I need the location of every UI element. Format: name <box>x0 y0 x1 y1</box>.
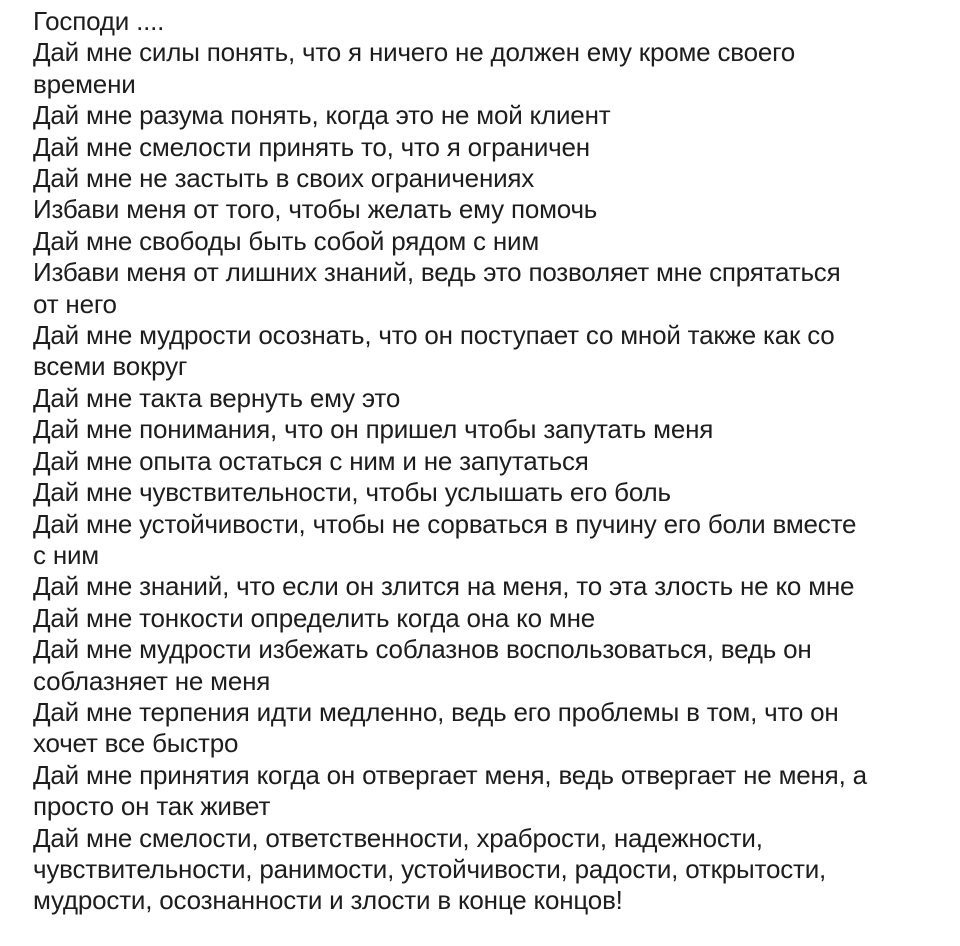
post-line: чувствительности, ранимости, устойчивости, радости, открытости, <box>33 853 827 884</box>
post-line: соблазняет не меня <box>33 665 271 696</box>
post-line: Дай мне мудрости осознать, что он поступает со мной также как со <box>33 320 835 351</box>
post-line: Дай мне чувствительности, чтобы услышать его боль <box>33 477 671 508</box>
post-line: Дай мне терпения идти медленно, ведь его проблемы в том, что он <box>33 696 839 727</box>
post-line: всеми вокруг <box>33 351 188 382</box>
post-line: Дай мне мудрости избежать соблазнов воспользоваться, ведь он <box>33 634 812 665</box>
post-line: Дай мне знаний, что если он злится на меня, то эта злость не ко мне <box>33 571 855 602</box>
post-line: Дай мне разума понять, когда это не мой клиент <box>33 100 611 131</box>
post-line: Дай мне понимания, что он пришел чтобы запутать меня <box>33 414 714 445</box>
post-line: Избави меня от лишних знаний, ведь это позволяет мне спрятаться <box>33 257 841 288</box>
post-line: с ним <box>33 539 99 570</box>
post-line: Дай мне принятия когда он отвергает меня, ведь отвергает не меня, а <box>33 759 867 790</box>
post-line: Дай мне опыта остаться с ним и не запутаться <box>33 445 589 476</box>
post-line: Дай мне не застыть в своих ограничениях <box>33 163 535 194</box>
post-line: Дай мне смелости принять то, что я ограничен <box>33 131 590 162</box>
post-text <box>33 6 938 917</box>
post-line: Дай мне свободы быть собой рядом с ним <box>33 225 540 256</box>
post-line: Дай мне тонкости определить когда она ко мне <box>33 602 596 633</box>
post-line: Дай мне такта вернуть ему это <box>33 382 401 413</box>
post-line: хочет все быстро <box>33 728 239 759</box>
post-line: от него <box>33 288 117 319</box>
post-line: Избави меня от того, чтобы желать ему помочь <box>33 194 598 225</box>
post-line: просто он так живет <box>33 791 271 822</box>
post-line: времени <box>33 68 136 99</box>
post-line: Дай мне силы понять, что я ничего не должен ему кроме своего <box>33 37 796 68</box>
post-line: Дай мне смелости, ответственности, храбрости, надежности, <box>33 822 763 853</box>
post-line: Дай мне устойчивости, чтобы не сорваться в пучину его боли вместе <box>33 508 857 539</box>
post-line: мудрости, осознанности и злости в конце концов! <box>33 885 623 916</box>
post-line: Господи .... <box>33 6 165 36</box>
